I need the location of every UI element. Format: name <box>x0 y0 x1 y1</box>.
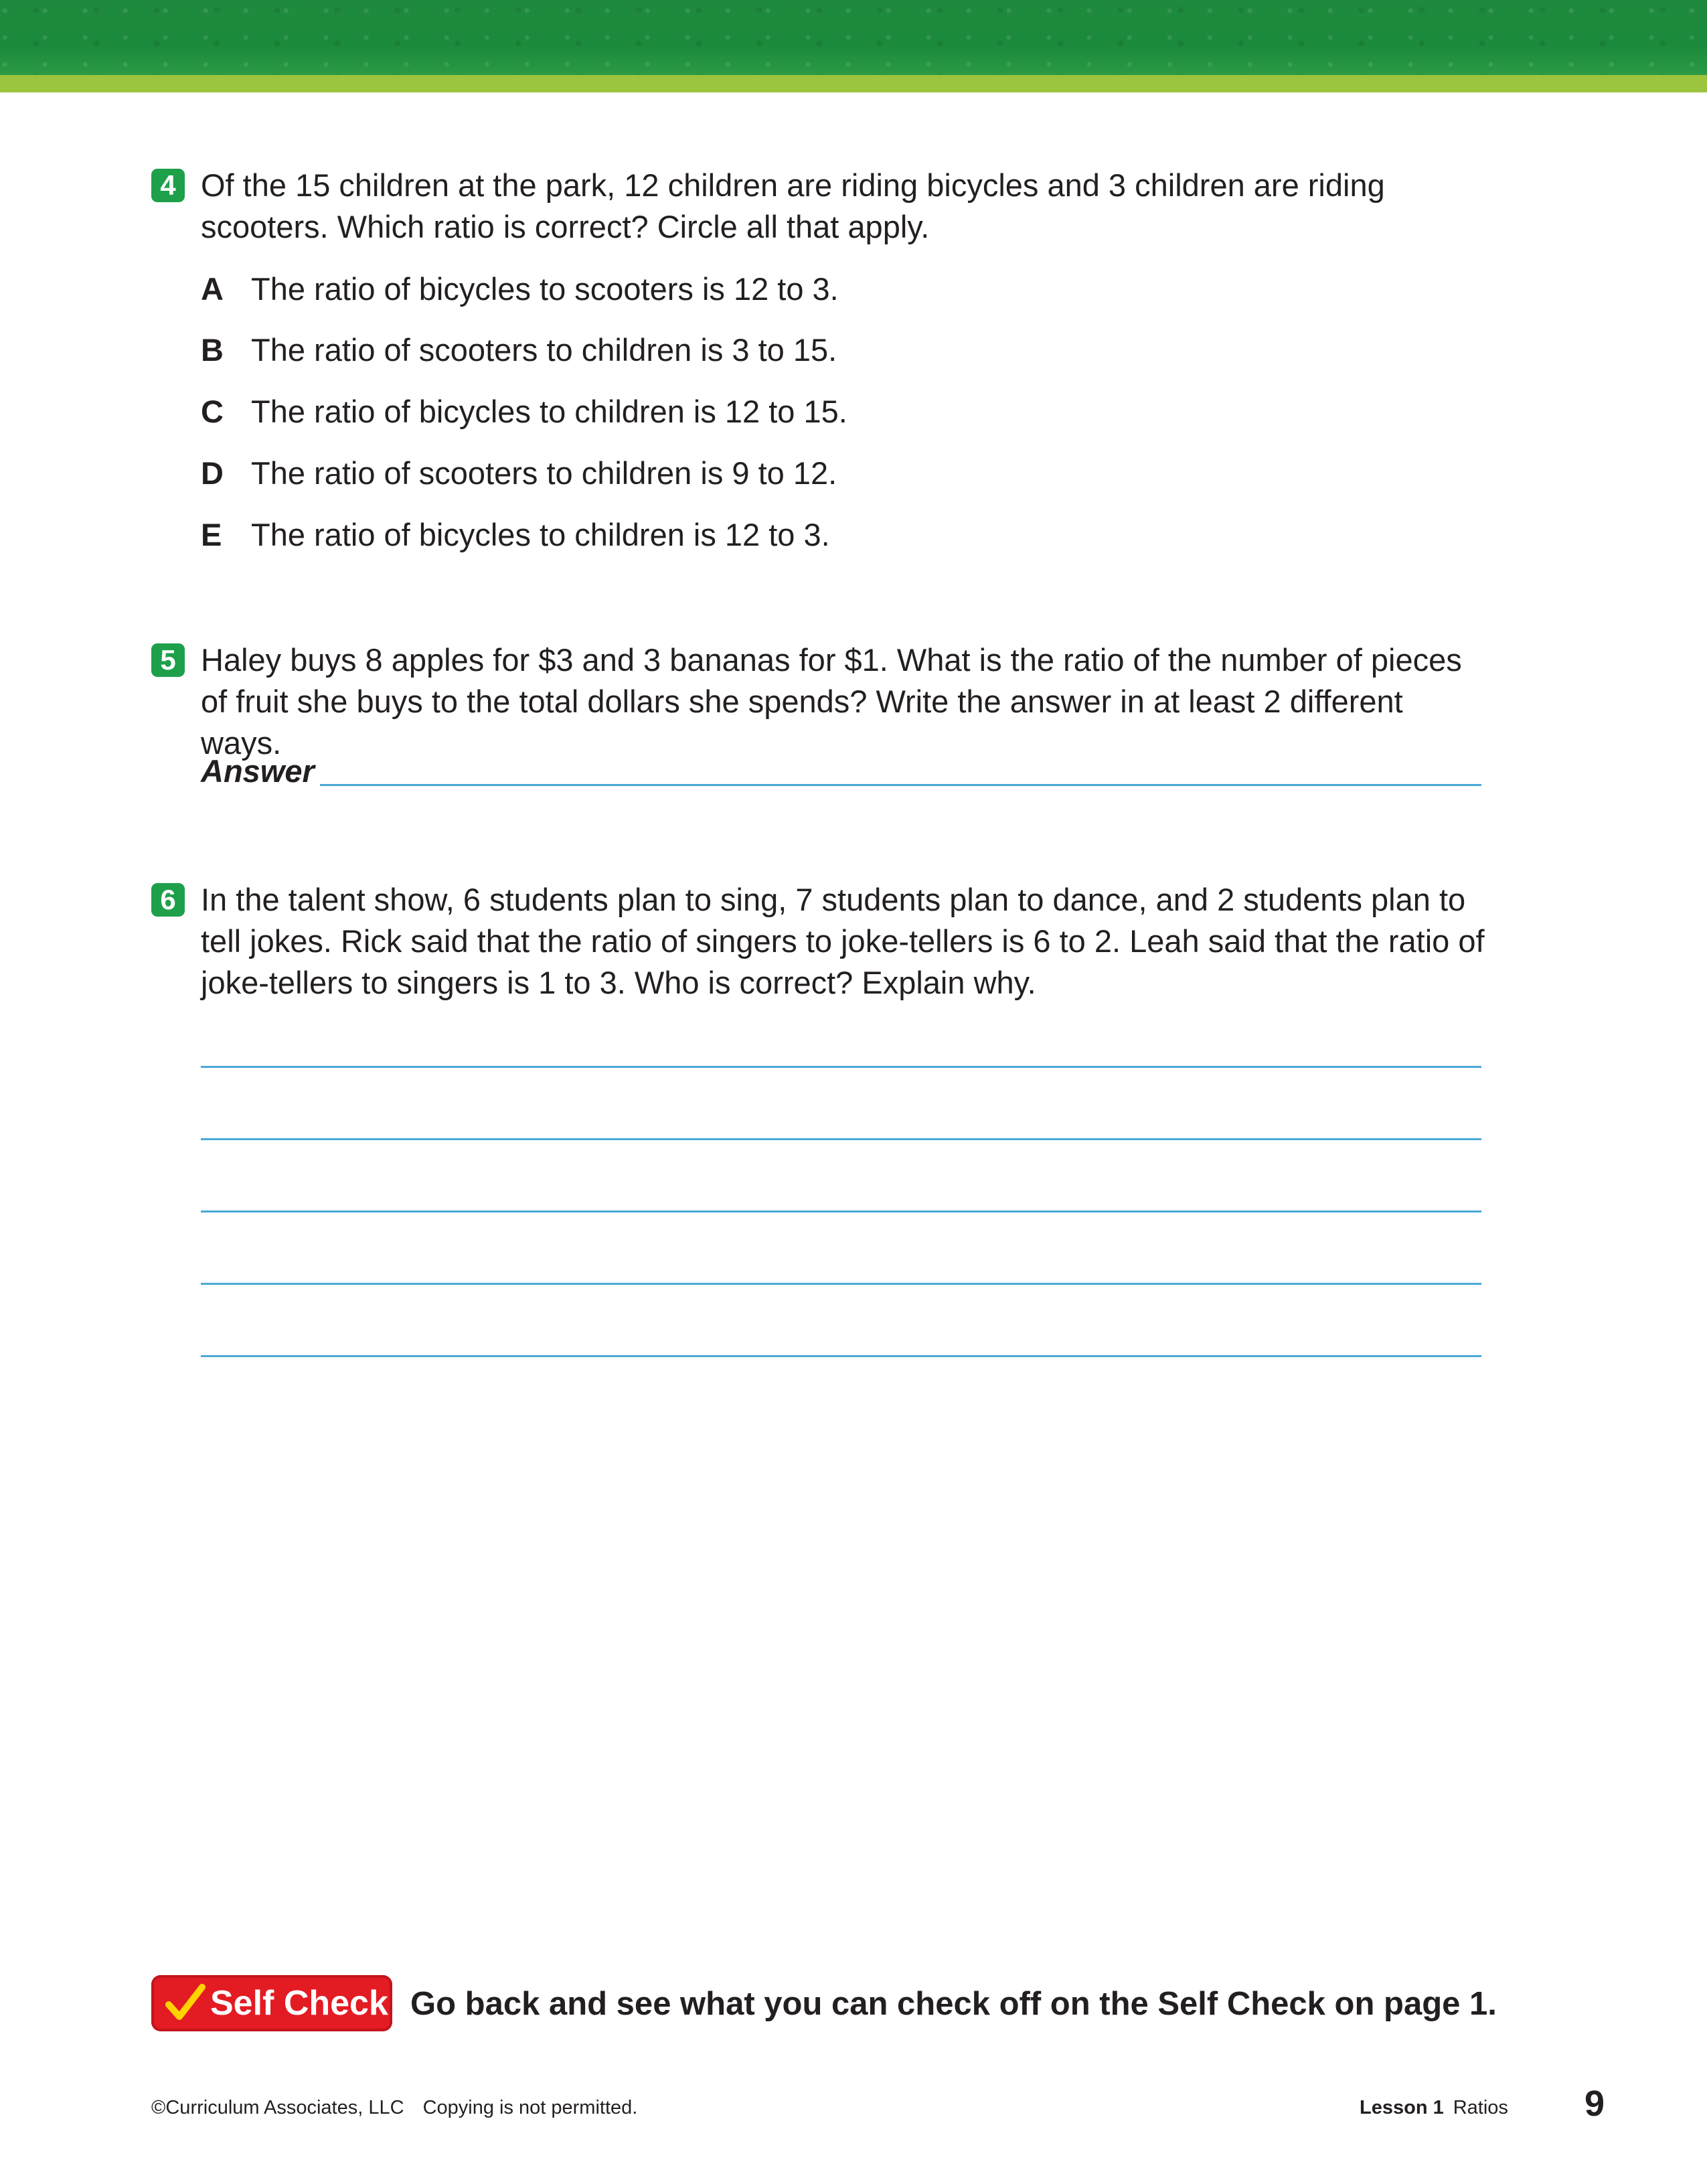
response-line[interactable] <box>201 1066 1481 1068</box>
answer-line[interactable] <box>320 784 1481 786</box>
copy-notice: Copying is not permitted. <box>422 2097 638 2118</box>
response-line[interactable] <box>201 1283 1481 1285</box>
option-letter: C <box>201 394 224 429</box>
question-5-number: 5 <box>151 643 185 677</box>
question-5-text: Haley buys 8 apples for $3 and 3 bananas for $1. What is the ratio of the number of pieces of fruit she buys to the total dollars she spends? Write the answer in at least 2 different ways. <box>201 642 1462 761</box>
option-text: The ratio of scooters to children is 3 to 15. <box>251 332 837 368</box>
lesson-title: Ratios <box>1453 2097 1508 2118</box>
self-check-label: Self Check <box>210 1984 388 2023</box>
response-line[interactable] <box>201 1355 1481 1357</box>
option-text: The ratio of bicycles to scooters is 12 to 3. <box>251 271 839 307</box>
option-text: The ratio of scooters to children is 9 to 12. <box>251 455 837 491</box>
copyright-text: ©Curriculum Associates, LLC <box>151 2097 404 2118</box>
option-text: The ratio of bicycles to children is 12 to 3. <box>251 517 830 552</box>
question-4-option-e[interactable] <box>201 515 830 555</box>
question-4-option-b[interactable] <box>201 330 837 370</box>
question-4-option-c[interactable] <box>201 392 847 432</box>
response-line[interactable] <box>201 1211 1481 1213</box>
option-letter: A <box>201 271 224 307</box>
lesson-label: Lesson 1 <box>1360 2097 1444 2118</box>
option-letter: D <box>201 455 224 491</box>
option-text: The ratio of bicycles to children is 12 to 15. <box>251 394 847 429</box>
option-letter: E <box>201 517 222 552</box>
question-4-option-a[interactable] <box>201 269 839 309</box>
question-4-number: 4 <box>151 169 185 202</box>
question-4-option-d[interactable] <box>201 453 837 493</box>
question-4-text: Of the 15 children at the park, 12 children are riding bicycles and 3 children are riding scooters. Which ratio is correct? Circle all that apply. <box>201 167 1385 244</box>
checkmark-icon <box>165 1982 206 2023</box>
question-6-number: 6 <box>151 883 185 917</box>
response-line[interactable] <box>201 1138 1481 1140</box>
header-stripe <box>0 75 1707 92</box>
footer-lesson <box>1360 2094 1508 2121</box>
question-6-text: In the talent show, 6 students plan to sing, 7 students plan to dance, and 2 students plan to tell jokes. Rick said that the ratio of singers to joke-tellers is 6 to 2. Leah said that the ratio of joke-tellers to singers is 1 to 3. Who is correct? Explain why. <box>201 882 1485 1000</box>
answer-label: Answer <box>201 753 315 789</box>
page-number: 9 <box>1584 2084 1605 2124</box>
header-band <box>0 0 1707 75</box>
option-letter: B <box>201 332 224 368</box>
self-check-instruction: Go back and see what you can check off on the Self Check on page 1. <box>410 1986 1497 2022</box>
footer-copyright <box>151 2094 637 2121</box>
self-check-badge <box>151 1975 392 2031</box>
